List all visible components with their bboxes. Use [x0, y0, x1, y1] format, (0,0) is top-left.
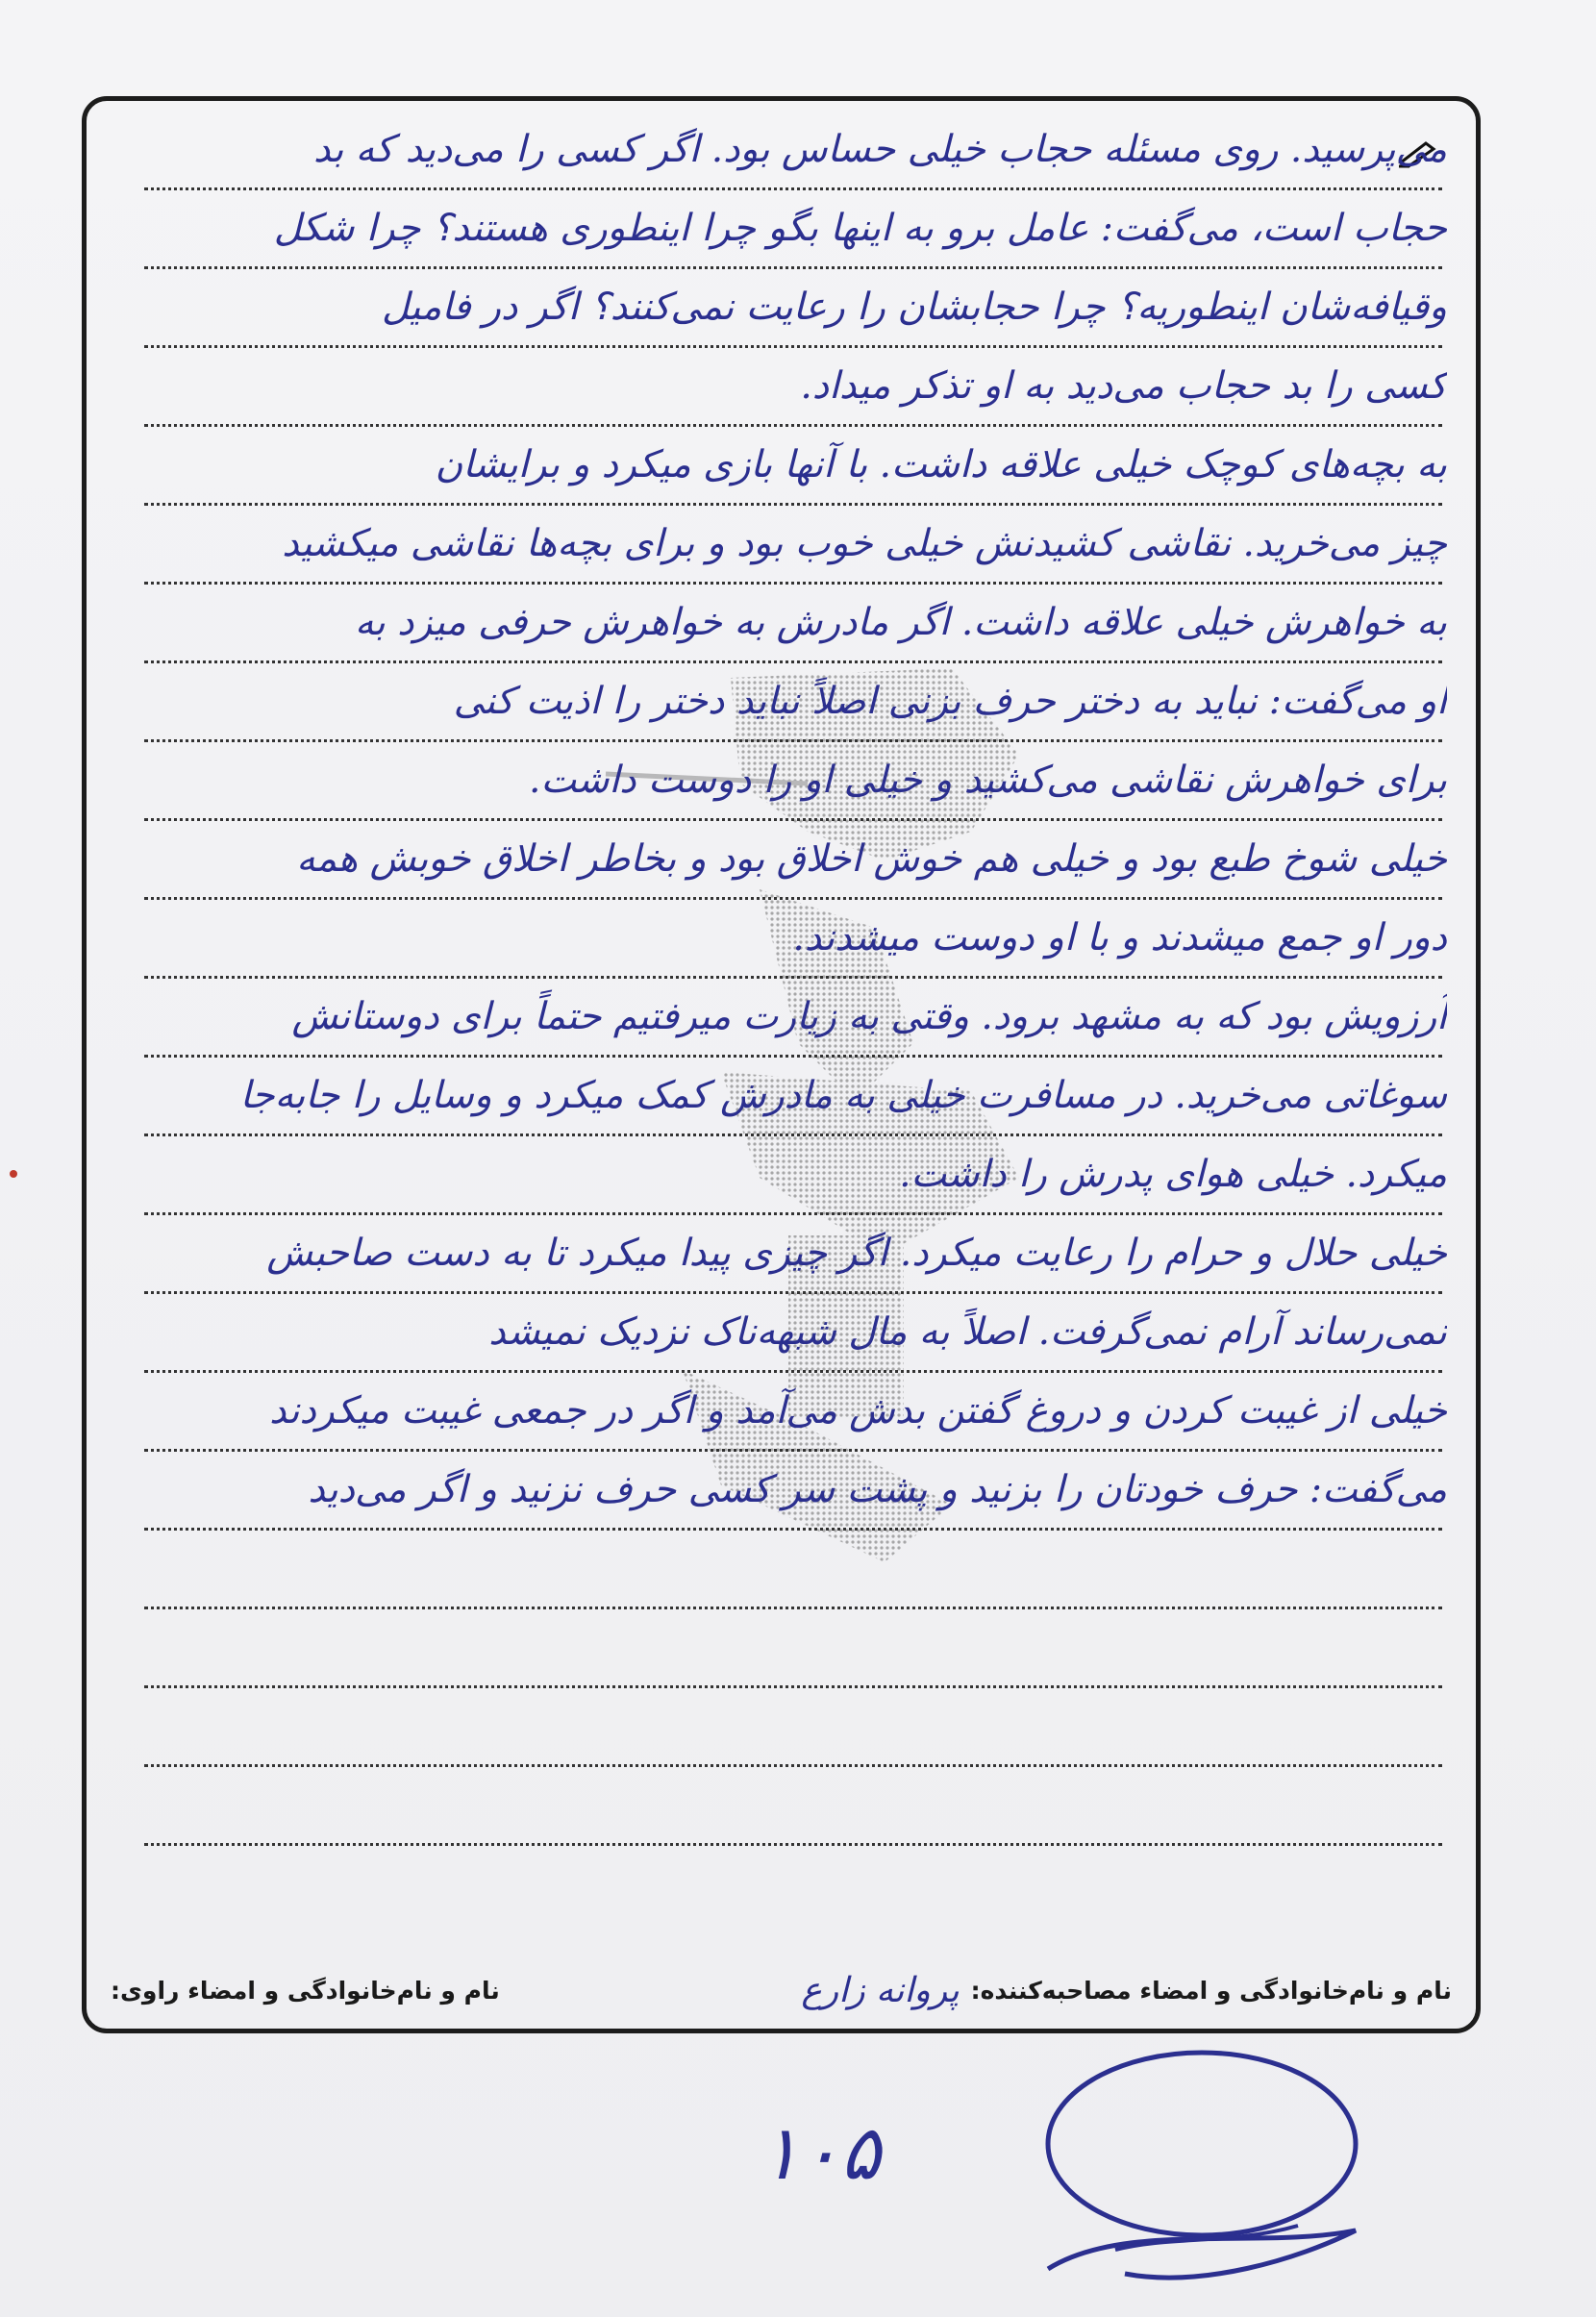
dotted-rule	[144, 818, 1442, 821]
text-line: سوغاتی می‌خرید. در مسافرت خیلی به مادرش کمک میکرد و وسایل را جابه‌جا	[239, 1074, 1447, 1117]
page-number: ۱۰۵	[760, 2110, 881, 2197]
text-line: حجاب است، می‌گفت: عامل برو به اینها بگو چرا اینطوری هستند؟ چرا شکل	[273, 207, 1447, 250]
narrator-label: نام و نام‌خانوادگی و امضاء راوی:	[111, 1976, 500, 2005]
dotted-rule	[144, 1764, 1442, 1767]
dotted-rule	[144, 1055, 1442, 1058]
signature-footer	[111, 1961, 1452, 2019]
interviewer-cell	[801, 1971, 1452, 2010]
text-line: کسی را بد حجاب می‌دید به او تذکر میداد.	[800, 364, 1447, 408]
dotted-rule	[144, 345, 1442, 348]
dotted-rule	[144, 739, 1442, 742]
text-line: برای خواهرش نقاشی می‌کشید و خیلی او را دوست داشت.	[529, 759, 1447, 802]
dotted-rule	[144, 1291, 1442, 1294]
text-line: می‌پرسید. روی مسئله حجاب خیلی حساس بود. اگر کسی را می‌دید که بد	[313, 128, 1447, 171]
red-dot-mark	[8, 1168, 19, 1180]
dotted-rule	[144, 266, 1442, 269]
signature-scribble	[1010, 2029, 1413, 2298]
interviewer-name: پروانه زارع	[801, 1970, 960, 2010]
dotted-rule	[144, 1370, 1442, 1373]
dotted-rule	[144, 1212, 1442, 1215]
dotted-rule	[144, 1685, 1442, 1688]
text-line: دور او جمع میشدند و با او دوست میشدند.	[792, 916, 1447, 959]
text-line: به خواهرش خیلی علاقه داشت. اگر مادرش به خواهرش حرفی میزد به	[354, 601, 1447, 644]
dotted-rule	[144, 1843, 1442, 1846]
text-line: می‌گفت: حرف خودتان را بزنید و پشت سر کسی حرف نزنید و اگر می‌دید	[308, 1468, 1447, 1511]
text-line: آرزویش بود که به مشهد برود. وقتی به زیارت میرفتیم حتماً برای دوستانش	[291, 995, 1447, 1038]
dotted-rule	[144, 976, 1442, 979]
narrator-cell	[111, 1977, 500, 2005]
form-frame	[82, 96, 1481, 2033]
dotted-rule	[144, 582, 1442, 585]
dotted-rule	[144, 503, 1442, 506]
dotted-rule	[144, 1449, 1442, 1452]
text-line: وقیافه‌شان اینطوریه؟ چرا حجابشان را رعایت نمی‌کنند؟ اگر در فامیل	[382, 286, 1447, 329]
dotted-rule	[144, 1607, 1442, 1609]
text-line: خیلی از غیبت کردن و دروغ گفتن بدش می‌آمد و اگر در جمعی غیبت میکردند	[269, 1389, 1447, 1433]
text-line: نمی‌رساند آرام نمی‌گرفت. اصلاً به مال شبهه‌ناک نزدیک نمیشد	[488, 1310, 1447, 1354]
text-line: میکرد. خیلی هوای پدرش را داشت.	[899, 1153, 1447, 1196]
interviewer-label: نام و نام‌خانوادگی و امضاء مصاحبه‌کننده:	[970, 1976, 1452, 2005]
dotted-rule	[144, 424, 1442, 427]
text-line: خیلی شوخ طبع بود و خیلی هم خوش اخلاق بود و بخاطر اخلاق خوبش همه	[296, 837, 1447, 881]
handwritten-lines	[87, 101, 1476, 2029]
dotted-rule	[144, 660, 1442, 663]
text-line: او می‌گفت: نباید به دختر حرف بزنی اصلاً نباید دختر را اذیت کنی	[453, 680, 1447, 723]
dotted-rule	[144, 897, 1442, 900]
text-line: چیز می‌خرید. نقاشی کشیدنش خیلی خوب بود و برای بچه‌ها نقاشی میکشید	[282, 522, 1447, 565]
dotted-rule	[144, 1528, 1442, 1531]
text-line: خیلی حلال و حرام را رعایت میکرد. اگر چیزی پیدا میکرد تا به دست صاحبش	[266, 1232, 1447, 1275]
dotted-rule	[144, 1134, 1442, 1136]
text-line: به بچه‌های کوچک خیلی علاقه داشت. با آنها بازی میکرد و برایشان	[435, 443, 1447, 486]
dotted-rule	[144, 187, 1442, 190]
